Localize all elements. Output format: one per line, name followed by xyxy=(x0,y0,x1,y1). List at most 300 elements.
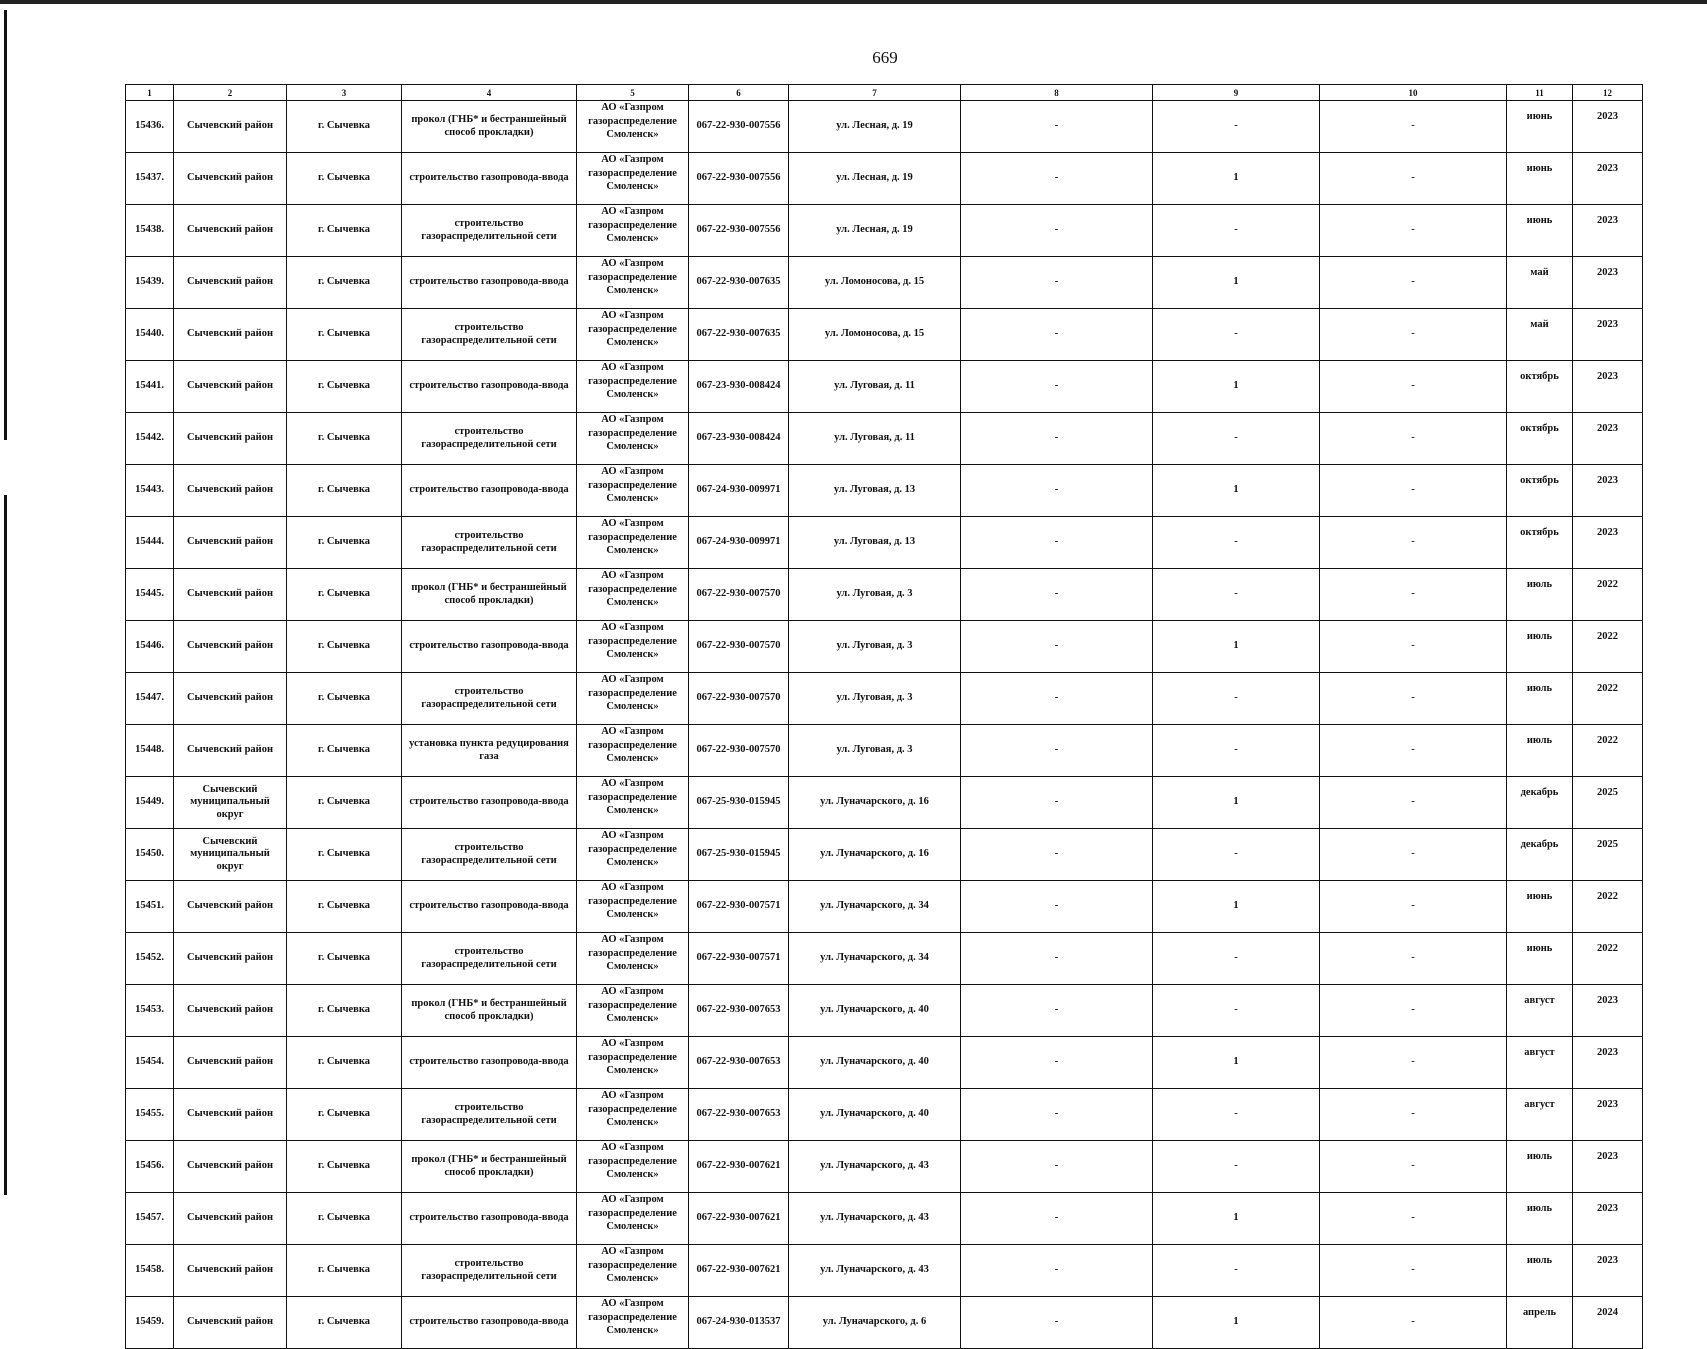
organization-cell: АО «Газпром газораспределение Смоленск» xyxy=(577,465,689,517)
col-8-value-cell: - xyxy=(961,1141,1153,1193)
row-number-cell: 15457. xyxy=(126,1193,174,1245)
work-type-cell: строительство газораспределительной сети xyxy=(402,309,577,361)
settlement-cell: г. Сычевка xyxy=(287,985,402,1037)
col-9-value-cell: - xyxy=(1153,517,1320,569)
col-9-value-cell: - xyxy=(1153,413,1320,465)
col-8-value-cell: - xyxy=(961,621,1153,673)
column-header-1: 1 xyxy=(126,85,174,101)
month-cell: май xyxy=(1507,309,1573,361)
col-10-value-cell: - xyxy=(1320,777,1507,829)
organization-cell: АО «Газпром газораспределение Смоленск» xyxy=(577,985,689,1037)
address-cell: ул. Луначарского, д. 43 xyxy=(789,1193,961,1245)
organization-cell: АО «Газпром газораспределение Смоленск» xyxy=(577,881,689,933)
organization-cell: АО «Газпром газораспределение Смоленск» xyxy=(577,361,689,413)
table-row xyxy=(126,465,1643,517)
row-number-cell: 15450. xyxy=(126,829,174,881)
month-cell: июль xyxy=(1507,621,1573,673)
col-10-value-cell: - xyxy=(1320,101,1507,153)
col-10-value-cell: - xyxy=(1320,309,1507,361)
year-cell: 2023 xyxy=(1573,257,1643,309)
year-cell: 2023 xyxy=(1573,413,1643,465)
row-number-cell: 15448. xyxy=(126,725,174,777)
work-type-cell: строительство газопровода-ввода xyxy=(402,621,577,673)
year-cell: 2022 xyxy=(1573,673,1643,725)
col-10-value-cell: - xyxy=(1320,153,1507,205)
col-9-value-cell: 1 xyxy=(1153,621,1320,673)
column-header-10: 10 xyxy=(1320,85,1507,101)
col-8-value-cell: - xyxy=(961,465,1153,517)
address-cell: ул. Луначарского, д. 6 xyxy=(789,1297,961,1349)
col-10-value-cell: - xyxy=(1320,1245,1507,1297)
object-code-cell: 067-22-930-007570 xyxy=(689,673,789,725)
month-cell: июнь xyxy=(1507,153,1573,205)
table-row xyxy=(126,361,1643,413)
work-type-cell: строительство газораспределительной сети xyxy=(402,517,577,569)
month-cell: август xyxy=(1507,985,1573,1037)
row-number-cell: 15438. xyxy=(126,205,174,257)
object-code-cell: 067-22-930-007653 xyxy=(689,985,789,1037)
col-9-value-cell: 1 xyxy=(1153,257,1320,309)
col-8-value-cell: - xyxy=(961,309,1153,361)
work-type-cell: строительство газораспределительной сети xyxy=(402,205,577,257)
year-cell: 2023 xyxy=(1573,1193,1643,1245)
row-number-cell: 15441. xyxy=(126,361,174,413)
district-cell: Сычевский муниципальный округ xyxy=(174,829,287,881)
table-row xyxy=(126,205,1643,257)
table-row xyxy=(126,725,1643,777)
address-cell: ул. Ломоносова, д. 15 xyxy=(789,257,961,309)
organization-cell: АО «Газпром газораспределение Смоленск» xyxy=(577,205,689,257)
work-type-cell: прокол (ГНБ* и бестраншейный способ прокладки) xyxy=(402,1141,577,1193)
organization-cell: АО «Газпром газораспределение Смоленск» xyxy=(577,101,689,153)
work-type-cell: строительство газопровода-ввода xyxy=(402,361,577,413)
year-cell: 2023 xyxy=(1573,361,1643,413)
column-header-8: 8 xyxy=(961,85,1153,101)
settlement-cell: г. Сычевка xyxy=(287,465,402,517)
month-cell: июль xyxy=(1507,1141,1573,1193)
row-number-cell: 15451. xyxy=(126,881,174,933)
organization-cell: АО «Газпром газораспределение Смоленск» xyxy=(577,569,689,621)
organization-cell: АО «Газпром газораспределение Смоленск» xyxy=(577,413,689,465)
settlement-cell: г. Сычевка xyxy=(287,413,402,465)
col-9-value-cell: - xyxy=(1153,101,1320,153)
table-row xyxy=(126,413,1643,465)
month-cell: май xyxy=(1507,257,1573,309)
address-cell: ул. Луначарского, д. 34 xyxy=(789,881,961,933)
work-type-cell: установка пункта редуцирования газа xyxy=(402,725,577,777)
object-code-cell: 067-23-930-008424 xyxy=(689,413,789,465)
year-cell: 2023 xyxy=(1573,205,1643,257)
month-cell: апрель xyxy=(1507,1297,1573,1349)
col-9-value-cell: - xyxy=(1153,985,1320,1037)
organization-cell: АО «Газпром газораспределение Смоленск» xyxy=(577,933,689,985)
district-cell: Сычевский район xyxy=(174,881,287,933)
district-cell: Сычевский район xyxy=(174,1245,287,1297)
address-cell: ул. Ломоносова, д. 15 xyxy=(789,309,961,361)
district-cell: Сычевский район xyxy=(174,153,287,205)
table-row xyxy=(126,257,1643,309)
object-code-cell: 067-24-930-009971 xyxy=(689,517,789,569)
col-8-value-cell: - xyxy=(961,881,1153,933)
col-8-value-cell: - xyxy=(961,361,1153,413)
col-9-value-cell: - xyxy=(1153,309,1320,361)
month-cell: декабрь xyxy=(1507,777,1573,829)
month-cell: июль xyxy=(1507,725,1573,777)
table-row xyxy=(126,1037,1643,1089)
col-10-value-cell: - xyxy=(1320,881,1507,933)
object-code-cell: 067-22-930-007556 xyxy=(689,101,789,153)
district-cell: Сычевский район xyxy=(174,257,287,309)
organization-cell: АО «Газпром газораспределение Смоленск» xyxy=(577,257,689,309)
month-cell: октябрь xyxy=(1507,465,1573,517)
settlement-cell: г. Сычевка xyxy=(287,1089,402,1141)
col-8-value-cell: - xyxy=(961,205,1153,257)
month-cell: июнь xyxy=(1507,933,1573,985)
district-cell: Сычевский район xyxy=(174,361,287,413)
year-cell: 2024 xyxy=(1573,1297,1643,1349)
month-cell: июнь xyxy=(1507,881,1573,933)
col-8-value-cell: - xyxy=(961,1297,1153,1349)
month-cell: октябрь xyxy=(1507,361,1573,413)
table-row xyxy=(126,1297,1643,1349)
settlement-cell: г. Сычевка xyxy=(287,725,402,777)
address-cell: ул. Луговая, д. 3 xyxy=(789,569,961,621)
object-code-cell: 067-22-930-007621 xyxy=(689,1141,789,1193)
address-cell: ул. Лесная, д. 19 xyxy=(789,101,961,153)
organization-cell: АО «Газпром газораспределение Смоленск» xyxy=(577,1037,689,1089)
table-row xyxy=(126,881,1643,933)
organization-cell: АО «Газпром газораспределение Смоленск» xyxy=(577,1193,689,1245)
settlement-cell: г. Сычевка xyxy=(287,101,402,153)
col-9-value-cell: 1 xyxy=(1153,1297,1320,1349)
month-cell: июнь xyxy=(1507,205,1573,257)
work-type-cell: строительство газораспределительной сети xyxy=(402,673,577,725)
row-number-cell: 15436. xyxy=(126,101,174,153)
column-header-2: 2 xyxy=(174,85,287,101)
row-number-cell: 15456. xyxy=(126,1141,174,1193)
col-8-value-cell: - xyxy=(961,1089,1153,1141)
settlement-cell: г. Сычевка xyxy=(287,517,402,569)
address-cell: ул. Луговая, д. 11 xyxy=(789,361,961,413)
organization-cell: АО «Газпром газораспределение Смоленск» xyxy=(577,777,689,829)
col-9-value-cell: - xyxy=(1153,673,1320,725)
address-cell: ул. Луначарского, д. 16 xyxy=(789,829,961,881)
table-row xyxy=(126,309,1643,361)
organization-cell: АО «Газпром газораспределение Смоленск» xyxy=(577,1297,689,1349)
col-9-value-cell: 1 xyxy=(1153,881,1320,933)
organization-cell: АО «Газпром газораспределение Смоленск» xyxy=(577,725,689,777)
col-10-value-cell: - xyxy=(1320,829,1507,881)
scan-left-edge-mark xyxy=(4,10,7,440)
column-header-9: 9 xyxy=(1153,85,1320,101)
table-row xyxy=(126,673,1643,725)
col-8-value-cell: - xyxy=(961,1037,1153,1089)
column-header-3: 3 xyxy=(287,85,402,101)
col-8-value-cell: - xyxy=(961,101,1153,153)
scan-left-edge-mark xyxy=(4,495,7,1195)
month-cell: июль xyxy=(1507,1245,1573,1297)
column-number-header-row xyxy=(126,85,1643,101)
col-10-value-cell: - xyxy=(1320,257,1507,309)
settlement-cell: г. Сычевка xyxy=(287,829,402,881)
row-number-cell: 15447. xyxy=(126,673,174,725)
col-9-value-cell: - xyxy=(1153,1089,1320,1141)
table-row xyxy=(126,101,1643,153)
col-8-value-cell: - xyxy=(961,933,1153,985)
object-code-cell: 067-22-930-007635 xyxy=(689,309,789,361)
object-code-cell: 067-23-930-008424 xyxy=(689,361,789,413)
col-9-value-cell: - xyxy=(1153,725,1320,777)
row-number-cell: 15446. xyxy=(126,621,174,673)
address-cell: ул. Лесная, д. 19 xyxy=(789,153,961,205)
object-code-cell: 067-22-930-007570 xyxy=(689,621,789,673)
settlement-cell: г. Сычевка xyxy=(287,153,402,205)
settlement-cell: г. Сычевка xyxy=(287,621,402,673)
work-type-cell: строительство газопровода-ввода xyxy=(402,257,577,309)
table-row xyxy=(126,621,1643,673)
object-code-cell: 067-24-930-013537 xyxy=(689,1297,789,1349)
col-10-value-cell: - xyxy=(1320,205,1507,257)
year-cell: 2025 xyxy=(1573,777,1643,829)
year-cell: 2022 xyxy=(1573,933,1643,985)
month-cell: декабрь xyxy=(1507,829,1573,881)
address-cell: ул. Луначарского, д. 43 xyxy=(789,1245,961,1297)
table-row xyxy=(126,933,1643,985)
table-row xyxy=(126,829,1643,881)
col-9-value-cell: - xyxy=(1153,933,1320,985)
organization-cell: АО «Газпром газораспределение Смоленск» xyxy=(577,673,689,725)
district-cell: Сычевский район xyxy=(174,673,287,725)
col-8-value-cell: - xyxy=(961,1245,1153,1297)
district-cell: Сычевский район xyxy=(174,621,287,673)
col-10-value-cell: - xyxy=(1320,673,1507,725)
organization-cell: АО «Газпром газораспределение Смоленск» xyxy=(577,309,689,361)
district-cell: Сычевский район xyxy=(174,1037,287,1089)
address-cell: ул. Луначарского, д. 16 xyxy=(789,777,961,829)
district-cell: Сычевский район xyxy=(174,1089,287,1141)
row-number-cell: 15445. xyxy=(126,569,174,621)
address-cell: ул. Луговая, д. 3 xyxy=(789,725,961,777)
table-row xyxy=(126,1141,1643,1193)
district-cell: Сычевский район xyxy=(174,933,287,985)
year-cell: 2022 xyxy=(1573,621,1643,673)
row-number-cell: 15444. xyxy=(126,517,174,569)
col-8-value-cell: - xyxy=(961,725,1153,777)
work-type-cell: строительство газопровода-ввода xyxy=(402,881,577,933)
settlement-cell: г. Сычевка xyxy=(287,1193,402,1245)
table-row xyxy=(126,1193,1643,1245)
col-8-value-cell: - xyxy=(961,153,1153,205)
object-code-cell: 067-22-930-007635 xyxy=(689,257,789,309)
year-cell: 2023 xyxy=(1573,985,1643,1037)
col-10-value-cell: - xyxy=(1320,413,1507,465)
table-row xyxy=(126,569,1643,621)
row-number-cell: 15437. xyxy=(126,153,174,205)
col-9-value-cell: - xyxy=(1153,569,1320,621)
year-cell: 2023 xyxy=(1573,1141,1643,1193)
row-number-cell: 15452. xyxy=(126,933,174,985)
work-type-cell: прокол (ГНБ* и бестраншейный способ прокладки) xyxy=(402,985,577,1037)
row-number-cell: 15449. xyxy=(126,777,174,829)
object-code-cell: 067-22-930-007621 xyxy=(689,1193,789,1245)
address-cell: ул. Луначарского, д. 40 xyxy=(789,1089,961,1141)
settlement-cell: г. Сычевка xyxy=(287,361,402,413)
col-10-value-cell: - xyxy=(1320,465,1507,517)
work-type-cell: прокол (ГНБ* и бестраншейный способ прокладки) xyxy=(402,101,577,153)
col-8-value-cell: - xyxy=(961,257,1153,309)
column-header-11: 11 xyxy=(1507,85,1573,101)
district-cell: Сычевский район xyxy=(174,985,287,1037)
work-type-cell: строительство газопровода-ввода xyxy=(402,1037,577,1089)
work-type-cell: строительство газопровода-ввода xyxy=(402,465,577,517)
organization-cell: АО «Газпром газораспределение Смоленск» xyxy=(577,1141,689,1193)
year-cell: 2023 xyxy=(1573,309,1643,361)
district-cell: Сычевский район xyxy=(174,569,287,621)
year-cell: 2025 xyxy=(1573,829,1643,881)
col-10-value-cell: - xyxy=(1320,1297,1507,1349)
month-cell: июль xyxy=(1507,569,1573,621)
col-9-value-cell: 1 xyxy=(1153,777,1320,829)
month-cell: июнь xyxy=(1507,101,1573,153)
year-cell: 2023 xyxy=(1573,1245,1643,1297)
table-row xyxy=(126,777,1643,829)
column-header-7: 7 xyxy=(789,85,961,101)
col-10-value-cell: - xyxy=(1320,1193,1507,1245)
col-9-value-cell: 1 xyxy=(1153,465,1320,517)
settlement-cell: г. Сычевка xyxy=(287,777,402,829)
col-10-value-cell: - xyxy=(1320,361,1507,413)
settlement-cell: г. Сычевка xyxy=(287,569,402,621)
row-number-cell: 15440. xyxy=(126,309,174,361)
address-cell: ул. Луговая, д. 3 xyxy=(789,621,961,673)
district-cell: Сычевский район xyxy=(174,465,287,517)
organization-cell: АО «Газпром газораспределение Смоленск» xyxy=(577,621,689,673)
year-cell: 2023 xyxy=(1573,101,1643,153)
work-type-cell: строительство газораспределительной сети xyxy=(402,1089,577,1141)
object-code-cell: 067-22-930-007571 xyxy=(689,933,789,985)
column-header-4: 4 xyxy=(402,85,577,101)
object-code-cell: 067-22-930-007571 xyxy=(689,881,789,933)
column-header-12: 12 xyxy=(1573,85,1643,101)
year-cell: 2023 xyxy=(1573,465,1643,517)
settlement-cell: г. Сычевка xyxy=(287,673,402,725)
address-cell: ул. Луначарского, д. 40 xyxy=(789,1037,961,1089)
row-number-cell: 15454. xyxy=(126,1037,174,1089)
district-cell: Сычевский район xyxy=(174,309,287,361)
col-8-value-cell: - xyxy=(961,985,1153,1037)
month-cell: июль xyxy=(1507,673,1573,725)
table-row xyxy=(126,985,1643,1037)
object-code-cell: 067-22-930-007653 xyxy=(689,1037,789,1089)
col-8-value-cell: - xyxy=(961,777,1153,829)
address-cell: ул. Луначарского, д. 34 xyxy=(789,933,961,985)
month-cell: октябрь xyxy=(1507,517,1573,569)
address-cell: ул. Луговая, д. 11 xyxy=(789,413,961,465)
month-cell: август xyxy=(1507,1037,1573,1089)
work-type-cell: строительство газораспределительной сети xyxy=(402,413,577,465)
district-cell: Сычевский район xyxy=(174,725,287,777)
col-10-value-cell: - xyxy=(1320,1037,1507,1089)
col-8-value-cell: - xyxy=(961,517,1153,569)
col-8-value-cell: - xyxy=(961,1193,1153,1245)
district-cell: Сычевский район xyxy=(174,517,287,569)
row-number-cell: 15442. xyxy=(126,413,174,465)
work-type-cell: строительство газопровода-ввода xyxy=(402,153,577,205)
district-cell: Сычевский район xyxy=(174,1141,287,1193)
address-cell: ул. Луначарского, д. 43 xyxy=(789,1141,961,1193)
address-cell: ул. Луначарского, д. 40 xyxy=(789,985,961,1037)
row-number-cell: 15443. xyxy=(126,465,174,517)
col-10-value-cell: - xyxy=(1320,985,1507,1037)
district-cell: Сычевский район xyxy=(174,1297,287,1349)
year-cell: 2022 xyxy=(1573,725,1643,777)
row-number-cell: 15453. xyxy=(126,985,174,1037)
table-row xyxy=(126,153,1643,205)
settlement-cell: г. Сычевка xyxy=(287,933,402,985)
col-9-value-cell: 1 xyxy=(1153,153,1320,205)
year-cell: 2023 xyxy=(1573,153,1643,205)
page-number: 669 xyxy=(872,48,898,67)
address-cell: ул. Луговая, д. 3 xyxy=(789,673,961,725)
district-cell: Сычевский муниципальный округ xyxy=(174,777,287,829)
organization-cell: АО «Газпром газораспределение Смоленск» xyxy=(577,153,689,205)
col-10-value-cell: - xyxy=(1320,569,1507,621)
row-number-cell: 15455. xyxy=(126,1089,174,1141)
district-cell: Сычевский район xyxy=(174,413,287,465)
district-cell: Сычевский район xyxy=(174,1193,287,1245)
gas-works-table xyxy=(125,84,1643,1349)
settlement-cell: г. Сычевка xyxy=(287,1037,402,1089)
work-type-cell: строительство газораспределительной сети xyxy=(402,1245,577,1297)
address-cell: ул. Луговая, д. 13 xyxy=(789,465,961,517)
col-9-value-cell: - xyxy=(1153,1245,1320,1297)
column-header-6: 6 xyxy=(689,85,789,101)
object-code-cell: 067-22-930-007570 xyxy=(689,569,789,621)
month-cell: июль xyxy=(1507,1193,1573,1245)
year-cell: 2022 xyxy=(1573,881,1643,933)
settlement-cell: г. Сычевка xyxy=(287,881,402,933)
district-cell: Сычевский район xyxy=(174,205,287,257)
object-code-cell: 067-22-930-007621 xyxy=(689,1245,789,1297)
col-8-value-cell: - xyxy=(961,829,1153,881)
col-8-value-cell: - xyxy=(961,413,1153,465)
col-9-value-cell: - xyxy=(1153,1141,1320,1193)
col-9-value-cell: - xyxy=(1153,829,1320,881)
col-10-value-cell: - xyxy=(1320,1141,1507,1193)
month-cell: октябрь xyxy=(1507,413,1573,465)
row-number-cell: 15439. xyxy=(126,257,174,309)
col-9-value-cell: 1 xyxy=(1153,1193,1320,1245)
settlement-cell: г. Сычевка xyxy=(287,1297,402,1349)
settlement-cell: г. Сычевка xyxy=(287,205,402,257)
object-code-cell: 067-24-930-009971 xyxy=(689,465,789,517)
object-code-cell: 067-22-930-007556 xyxy=(689,205,789,257)
scan-top-border xyxy=(0,0,1707,4)
work-type-cell: прокол (ГНБ* и бестраншейный способ прокладки) xyxy=(402,569,577,621)
object-code-cell: 067-22-930-007556 xyxy=(689,153,789,205)
object-code-cell: 067-25-930-015945 xyxy=(689,829,789,881)
row-number-cell: 15459. xyxy=(126,1297,174,1349)
table-row xyxy=(126,1245,1643,1297)
row-number-cell: 15458. xyxy=(126,1245,174,1297)
col-9-value-cell: - xyxy=(1153,205,1320,257)
col-8-value-cell: - xyxy=(961,673,1153,725)
col-10-value-cell: - xyxy=(1320,725,1507,777)
organization-cell: АО «Газпром газораспределение Смоленск» xyxy=(577,1245,689,1297)
col-8-value-cell: - xyxy=(961,569,1153,621)
organization-cell: АО «Газпром газораспределение Смоленск» xyxy=(577,829,689,881)
year-cell: 2022 xyxy=(1573,569,1643,621)
